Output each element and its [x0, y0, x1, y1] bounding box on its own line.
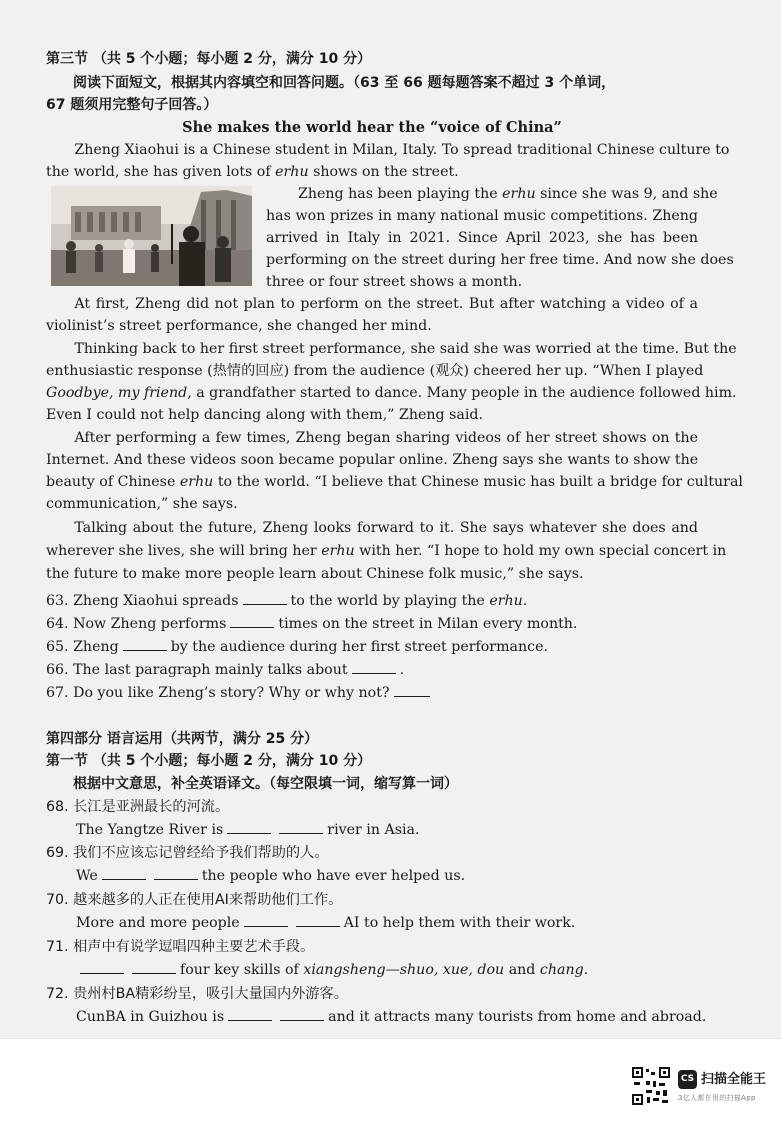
- answer-blank-68a[interactable]: [227, 819, 271, 834]
- question-72-english: CunBA in Guizhou is and it attracts many tourists from home and abroad.: [46, 1006, 728, 1028]
- section-3-heading: 第三节 （共 5 个小题；每小题 2 分，满分 10 分）: [46, 51, 372, 67]
- answer-blank-71b[interactable]: [132, 959, 176, 974]
- passage-p6-line3: the future to make more people learn about Chinese folk music,” she says.: [46, 566, 584, 582]
- passage-p2-line5: three or four street shows a month.: [266, 274, 523, 290]
- answer-blank-64[interactable]: [230, 613, 274, 628]
- question-71-chinese: 71. 相声中有说学逗唱四种主要艺术手段。: [46, 939, 315, 955]
- answer-blank-63[interactable]: [243, 590, 287, 605]
- section-3-instruction-1: 阅读下面短文，根据其内容填空和回答问题。（63 至 66 题每题答案不超过 3 个单词，: [73, 75, 616, 91]
- question-68-chinese: 68. 长江是亚洲最长的河流。: [46, 799, 230, 815]
- passage-p2-line1: Zheng has been playing the erhu since she was 9, and she: [298, 186, 718, 202]
- answer-blank-72b[interactable]: [280, 1006, 324, 1021]
- answer-blank-72a[interactable]: [228, 1006, 272, 1021]
- question-67: 67. Do you like Zheng’s story? Why or why not?: [46, 682, 698, 704]
- answer-blank-69a[interactable]: [102, 865, 146, 880]
- question-69-chinese: 69. 我们不应该忘记曾经给予我们帮助的人。: [46, 845, 329, 861]
- section-3-instruction-2: 67 题须用完整句子回答。）: [46, 97, 218, 113]
- passage-p2-line3: arrived in Italy in 2021. Since April 2023, she has been: [266, 230, 698, 246]
- question-63: 63. Zheng Xiaohui spreads to the world by playing the erhu.: [46, 590, 698, 612]
- question-66: 66. The last paragraph mainly talks about .: [46, 659, 698, 681]
- passage-p3-line2: violinist’s street performance, she changed her mind.: [46, 318, 432, 334]
- scanner-app-name: 扫描全能王: [701, 1072, 767, 1087]
- question-64: 64. Now Zheng performs times on the street in Milan every month.: [46, 613, 698, 635]
- passage-p6-line2: wherever she lives, she will bring her erhu with her. “I hope to hold my own special concert in: [46, 543, 727, 559]
- answer-blank-66[interactable]: [352, 659, 396, 674]
- street-performance-photo: [51, 186, 252, 286]
- answer-blank-69b[interactable]: [154, 865, 198, 880]
- passage-p5-line1: After performing a few times, Zheng began sharing videos of her street shows on the: [74, 430, 698, 446]
- answer-blank-70b[interactable]: [296, 912, 340, 927]
- scanner-tagline: 3亿人都在用的扫描App: [678, 1094, 756, 1102]
- answer-blank-71a[interactable]: [80, 959, 124, 974]
- passage-title: She makes the world hear the “voice of China”: [182, 119, 562, 136]
- part-4-instruction: 根据中文意思，补全英语译文。（每空限填一词，缩写算一词）: [73, 776, 458, 792]
- passage-p1-line1: Zheng Xiaohui is a Chinese student in Milan, Italy. To spread traditional Chinese culture to: [74, 142, 730, 158]
- passage-p3-line1: At first, Zheng did not plan to perform on the street. But after watching a video of a: [74, 296, 698, 312]
- passage-p6-line1: Talking about the future, Zheng looks forward to it. She says whatever she does and: [74, 520, 698, 536]
- passage-p4-line4: Even I could not help dancing along with them,” Zheng said.: [46, 407, 483, 423]
- question-69-english: We the people who have ever helped us.: [46, 865, 728, 887]
- scanner-footer: [0, 1038, 781, 1122]
- part-4-sub-heading: 第一节 （共 5 个小题；每小题 2 分，满分 10 分）: [46, 753, 372, 769]
- passage-p4-line3: Goodbye, my friend, a grandfather started to dance. Many people in the audience followed him.: [46, 385, 737, 401]
- passage-p2-line4: performing on the street during her free time. And now she does: [266, 252, 734, 268]
- question-68-english: The Yangtze River is river in Asia.: [46, 819, 728, 841]
- photo-illustration: [51, 186, 252, 286]
- passage-p4-line2: enthusiastic response (热情的回应) from the audience (观众) cheered her up. “When I played: [46, 363, 704, 379]
- answer-blank-68b[interactable]: [279, 819, 323, 834]
- question-70-chinese: 70. 越来越多的人正在使用AI来帮助他们工作。: [46, 892, 343, 908]
- passage-p2-line2: has won prizes in many national music competitions. Zheng: [266, 208, 698, 224]
- part-4-heading: 第四部分 语言运用（共两节，满分 25 分）: [46, 731, 319, 747]
- qr-code-icon[interactable]: [632, 1067, 670, 1105]
- passage-p1-line2: the world, she has given lots of erhu shows on the street.: [46, 164, 459, 180]
- passage-p4-line1: Thinking back to her first street performance, she said she was worried at the time. But the: [74, 341, 737, 357]
- answer-blank-65[interactable]: [123, 636, 167, 651]
- passage-p5-line3: beauty of Chinese erhu to the world. “I believe that Chinese music has built a bridge for cultural: [46, 474, 743, 490]
- question-70-english: More and more people AI to help them with their work.: [46, 912, 728, 934]
- passage-p5-line2: Internet. And these videos soon became popular online. Zheng says she wants to show the: [46, 452, 699, 468]
- answer-blank-70a[interactable]: [244, 912, 288, 927]
- camscanner-logo-icon: CS: [678, 1070, 697, 1089]
- passage-p5-line4: communication,” she says.: [46, 496, 238, 512]
- answer-blank-67[interactable]: [394, 682, 430, 697]
- question-65: 65. Zheng by the audience during her first street performance.: [46, 636, 698, 658]
- question-71-english: four key skills of xiangsheng—shuo, xue, dou and chang.: [46, 959, 728, 981]
- question-72-chinese: 72. 贵州村BA精彩纷呈，吸引大量国内外游客。: [46, 986, 348, 1002]
